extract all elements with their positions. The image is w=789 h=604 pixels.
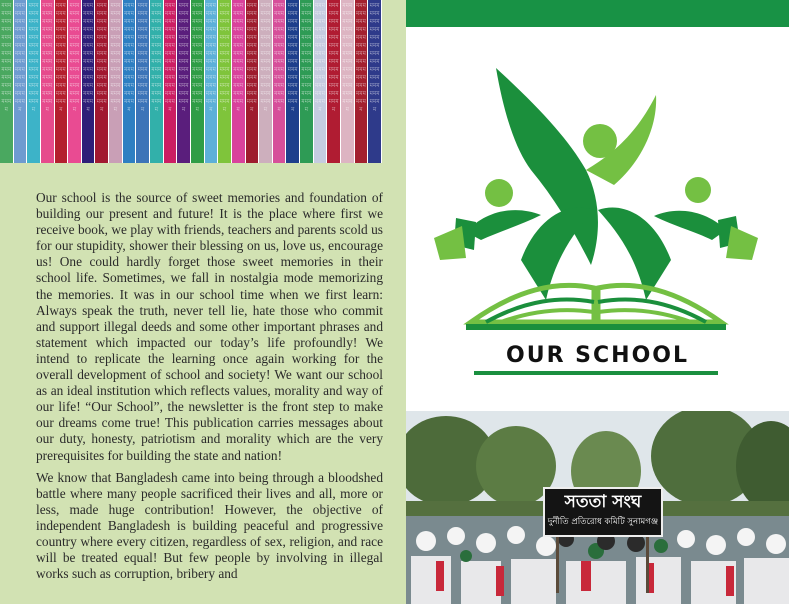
- stripe-glyph-pattern: মমমমমমমমমমমমমমমমমমমমমমমমমমমমমমমমমমমমমমমম: [137, 2, 148, 113]
- color-stripe: [55, 0, 68, 163]
- stripe-glyph-pattern: মমমমমমমমমমমমমমমমমমমমমমমমমমমমমমমমমমমমমমমম: [287, 2, 298, 113]
- color-stripe: [327, 0, 340, 163]
- color-stripe: [177, 0, 190, 163]
- stripe-glyph-pattern: মমমমমমমমমমমমমমমমমমমমমমমমমমমমমমমমমমমমমমমম: [151, 2, 162, 113]
- color-stripe: [300, 0, 313, 163]
- color-stripe: [14, 0, 27, 163]
- stripe-glyph-pattern: মমমমমমমমমমমমমমমমমমমমমমমমমমমমমমমমমমমমমমমম: [328, 2, 339, 113]
- stripe-glyph-pattern: মমমমমমমমমমমমমমমমমমমমমমমমমমমমমমমমমমমমমমমম: [192, 2, 203, 113]
- color-stripe: [314, 0, 327, 163]
- school-logo: [406, 27, 789, 410]
- stripe-glyph-pattern: মমমমমমমমমমমমমমমমমমমমমমমমমমমমমমমমমমমমমমমম: [178, 2, 189, 113]
- logo-title: OUR SCHOOL: [506, 343, 689, 368]
- stripe-glyph-pattern: মমমমমমমমমমমমমমমমমমমমমমমমমমমমমমমমমমমমমমমম: [233, 2, 244, 113]
- color-stripe: [259, 0, 272, 163]
- color-stripe: [205, 0, 218, 163]
- color-stripe: [232, 0, 245, 163]
- logo-underline: [474, 371, 718, 375]
- stripe-glyph-pattern: মমমমমমমমমমমমমমমমমমমমমমমমমমমমমমমমমমমমমমমম: [55, 2, 66, 113]
- stripe-glyph-pattern: মমমমমমমমমমমমমমমমমমমমমমমমমমমমমমমমমমমমমমমম: [124, 2, 135, 113]
- color-stripe: [136, 0, 149, 163]
- color-stripe: [68, 0, 81, 163]
- color-stripe: [150, 0, 163, 163]
- color-stripe: [286, 0, 299, 163]
- color-stripe: [246, 0, 259, 163]
- stripe-glyph-pattern: মমমমমমমমমমমমমমমমমমমমমমমমমমমমমমমমমমমমমমমম: [342, 2, 353, 113]
- color-stripe: [27, 0, 40, 163]
- stripe-glyph-pattern: মমমমমমমমমমমমমমমমমমমমমমমমমমমমমমমমমমমমমমমম: [110, 2, 121, 113]
- color-stripe: [273, 0, 286, 163]
- stripe-glyph-pattern: মমমমমমমমমমমমমমমমমমমমমমমমমমমমমমমমমমমমমমমম: [355, 2, 366, 113]
- banner-subtitle: দুর্নীতি প্রতিরোধ কমিটি সুনামগঞ্জ: [547, 517, 659, 527]
- stripe-glyph-pattern: মমমমমমমমমমমমমমমমমমমমমমমমমমমমমমমমমমমমমমমম: [28, 2, 39, 113]
- right-panel: [406, 0, 789, 604]
- stripe-glyph-pattern: মমমমমমমমমমমমমমমমমমমমমমমমমমমমমমমমমমমমমমমম: [315, 2, 326, 113]
- color-stripe: [41, 0, 54, 163]
- stripe-glyph-pattern: মমমমমমমমমমমমমমমমমমমমমমমমমমমমমমমমমমমমমমমম: [96, 2, 107, 113]
- color-stripe: [123, 0, 136, 163]
- color-stripes-decoration: [0, 0, 382, 163]
- protest-banner: [543, 487, 663, 537]
- stripe-glyph-pattern: মমমমমমমমমমমমমমমমমমমমমমমমমমমমমমমমমমমমমমমম: [83, 2, 94, 113]
- stripe-glyph-pattern: মমমমমমমমমমমমমমমমমমমমমমমমমমমমমমমমমমমমমমমম: [165, 2, 175, 113]
- stripe-glyph-pattern: মমমমমমমমমমমমমমমমমমমমমমমমমমমমমমমমমমমমমমমম: [301, 2, 312, 113]
- stripe-glyph-pattern: মমমমমমমমমমমমমমমমমমমমমমমমমমমমমমমমমমমমমমমম: [219, 2, 230, 113]
- stripe-glyph-pattern: মমমমমমমমমমমমমমমমমমমমমমমমমমমমমমমমমমমমমমমম: [246, 2, 257, 113]
- color-stripe: [82, 0, 95, 163]
- article-paragraph-2: We know that Bangladesh came into being through a bloodshed battle where many people sacrificed their lives and all, more or less, made huge contribution! However, the objective of independent Bangladesh is building peaceful and progressive country where every citizen, regardless of sex, religion, and race will be treated equal! But few people by involving in illegal works such as corruption, bribery and: [36, 469, 383, 582]
- color-stripe: [109, 0, 122, 163]
- top-green-bar: [406, 0, 789, 27]
- stripe-glyph-pattern: মমমমমমমমমমমমমমমমমমমমমমমমমমমমমমমমমমমমমমমম: [1, 2, 12, 113]
- color-stripe: [355, 0, 368, 163]
- color-stripe: [341, 0, 354, 163]
- banner-title: সততা সংঘ: [564, 492, 642, 512]
- article-body: [36, 190, 383, 588]
- book-people-logo-icon: [426, 60, 766, 345]
- color-stripe: [191, 0, 204, 163]
- color-stripe: [164, 0, 177, 163]
- stripe-glyph-pattern: মমমমমমমমমমমমমমমমমমমমমমমমমমমমমমমমমমমমমমমম: [369, 2, 380, 113]
- color-stripe: [368, 0, 381, 163]
- article-paragraph-1: Our school is the source of sweet memories and foundation of building our present and future! It is the place where first we receive book, we play with friends, teachers and parents scold us for our stupidity, shower their blessing on us, love us, encourage us! One could hardly forget those sweet memories in their school life. Sometimes, we fall in nostalgia mode memorizing the memories. It was in our school time when we first learn: Always speak the truth, never tell lie, hate those who commit and support illegal deeds and some other important phrases and statement which impacted our today’s life profoundly! We intend to replicate the learning once again working for the overall development of school and society! We want our school as an ideal institution which reflects values, morality and way of our life! “Our School”, the newsletter is the front step to make our dreams come true! This publication carries messages about our duty, honesty, patriotism and morality which are the very prerequisites for building the state and nation!: [36, 190, 383, 463]
- stripe-glyph-pattern: মমমমমমমমমমমমমমমমমমমমমমমমমমমমমমমমমমমমমমমম: [205, 2, 216, 113]
- stripe-glyph-pattern: মমমমমমমমমমমমমমমমমমমমমমমমমমমমমমমমমমমমমমমম: [69, 2, 80, 113]
- color-stripe: [95, 0, 108, 163]
- stripe-glyph-pattern: মমমমমমমমমমমমমমমমমমমমমমমমমমমমমমমমমমমমমমমম: [260, 2, 271, 113]
- stripe-glyph-pattern: মমমমমমমমমমমমমমমমমমমমমমমমমমমমমমমমমমমমমমমম: [14, 2, 25, 113]
- students-rally-photo: [406, 411, 789, 604]
- color-stripe: [218, 0, 231, 163]
- stripe-glyph-pattern: মমমমমমমমমমমমমমমমমমমমমমমমমমমমমমমমমমমমমমমম: [42, 2, 53, 113]
- stripe-glyph-pattern: মমমমমমমমমমমমমমমমমমমমমমমমমমমমমমমমমমমমমমমম: [274, 2, 285, 113]
- color-stripe: [0, 0, 13, 163]
